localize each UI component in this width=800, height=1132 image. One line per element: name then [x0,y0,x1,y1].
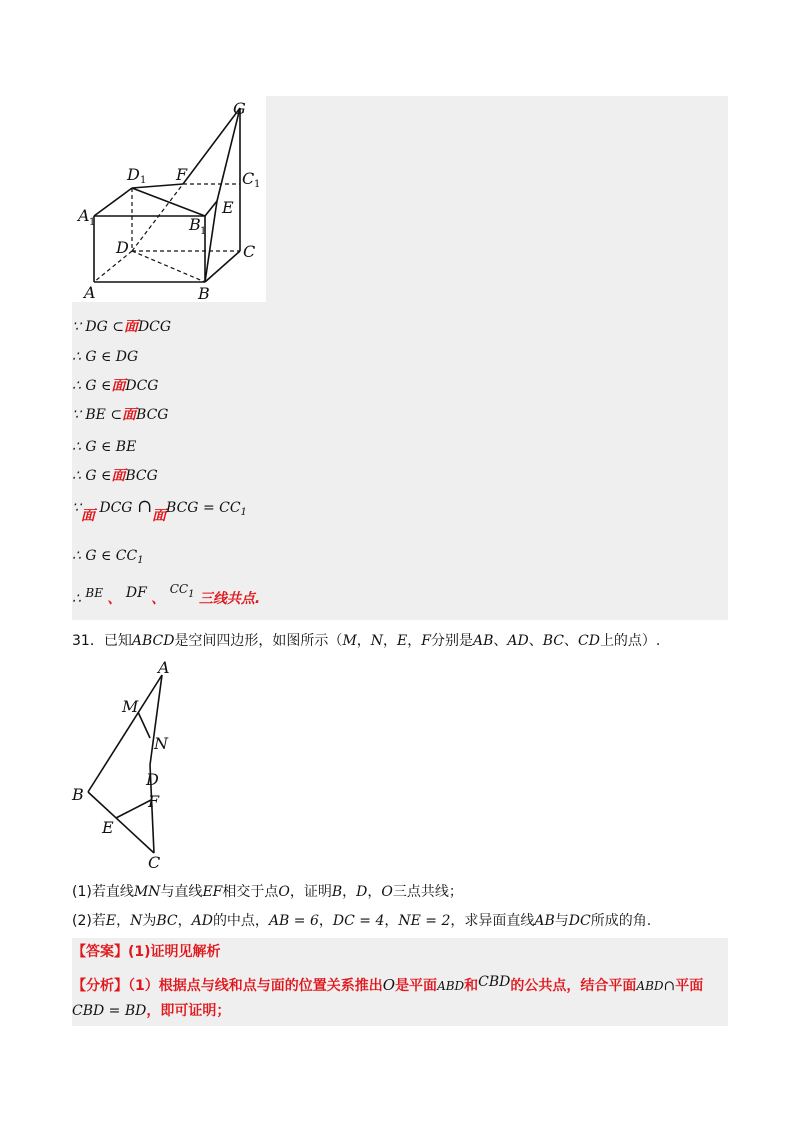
figure-quadrilateral [68,655,188,875]
fig2-label-M: M [122,697,139,716]
proof-line-9: ∴ BE 、 DF 、 $CC^1$ 三线共点. [72,582,261,607]
label-G: G [233,99,246,118]
label-D1-sub: 1 [140,175,147,186]
label-F: F [176,165,188,184]
label-C1: C [242,169,255,188]
proof-line-3: ∴ G ∈面DCG [72,378,159,394]
proof-line-2: ∴ G ∈ DG [72,349,139,365]
proof-line-5: ∴ G ∈ BE [72,439,137,455]
question-part-1: (1)若直线MN与直线EF相交于点O，证明B，D，O三点共线； [72,884,463,900]
answer-line: 【答案】(1)证明见解析 [72,944,221,960]
label-C: C [243,242,256,261]
fig2-label-A: A [158,658,170,677]
question-part-2: (2)若E，N为BC，AD的中点，AB = 6，DC = 4，NE = 2，求异面直线AB与DC所成的角. [72,913,652,929]
question-31: 31．已知ABCD是空间四边形，如图所示（M，N，E，F分别是AB、AD、BC、CD上的点）. [72,633,661,649]
fig2-label-C: C [148,853,161,872]
proof-line-1: ∵ DG ⊂面DCG [72,319,172,335]
label-D: D [116,238,129,257]
proof-line-7: ∵面 DCG ∩面BCG = $CC_1$ [72,496,247,524]
label-B1: B [189,215,201,234]
fig2-label-D: D [146,770,159,789]
proof-line-6: ∴ G ∈面BCG [72,468,158,484]
label-D1: D [127,165,140,184]
label-A1-sub: 1 [89,217,96,228]
fig2-label-E: E [102,818,114,837]
label-B1-sub: 1 [200,226,207,237]
analysis-line-2: CBD = BD，即可证明； [72,1003,231,1019]
proof-line-8: ∴ G ∈ $CC_1$ [72,548,144,566]
label-E: E [222,198,234,217]
fig2-label-N: N [154,734,168,753]
label-B: B [198,284,210,303]
proof-line-4: ∵ BE ⊂面BCG [72,407,169,423]
label-C1-sub: 1 [254,179,261,190]
label-A1: A [78,206,90,225]
fig2-label-F: F [148,792,160,811]
label-A: A [84,283,96,302]
figure-cube [72,96,272,306]
fig2-label-B: B [72,785,84,804]
analysis-line-1: 【分析】（1）根据点与线和点与面的位置关系推出O是平面ABD和CBD的公共点，结合平面ABD∩平面 [72,974,704,994]
